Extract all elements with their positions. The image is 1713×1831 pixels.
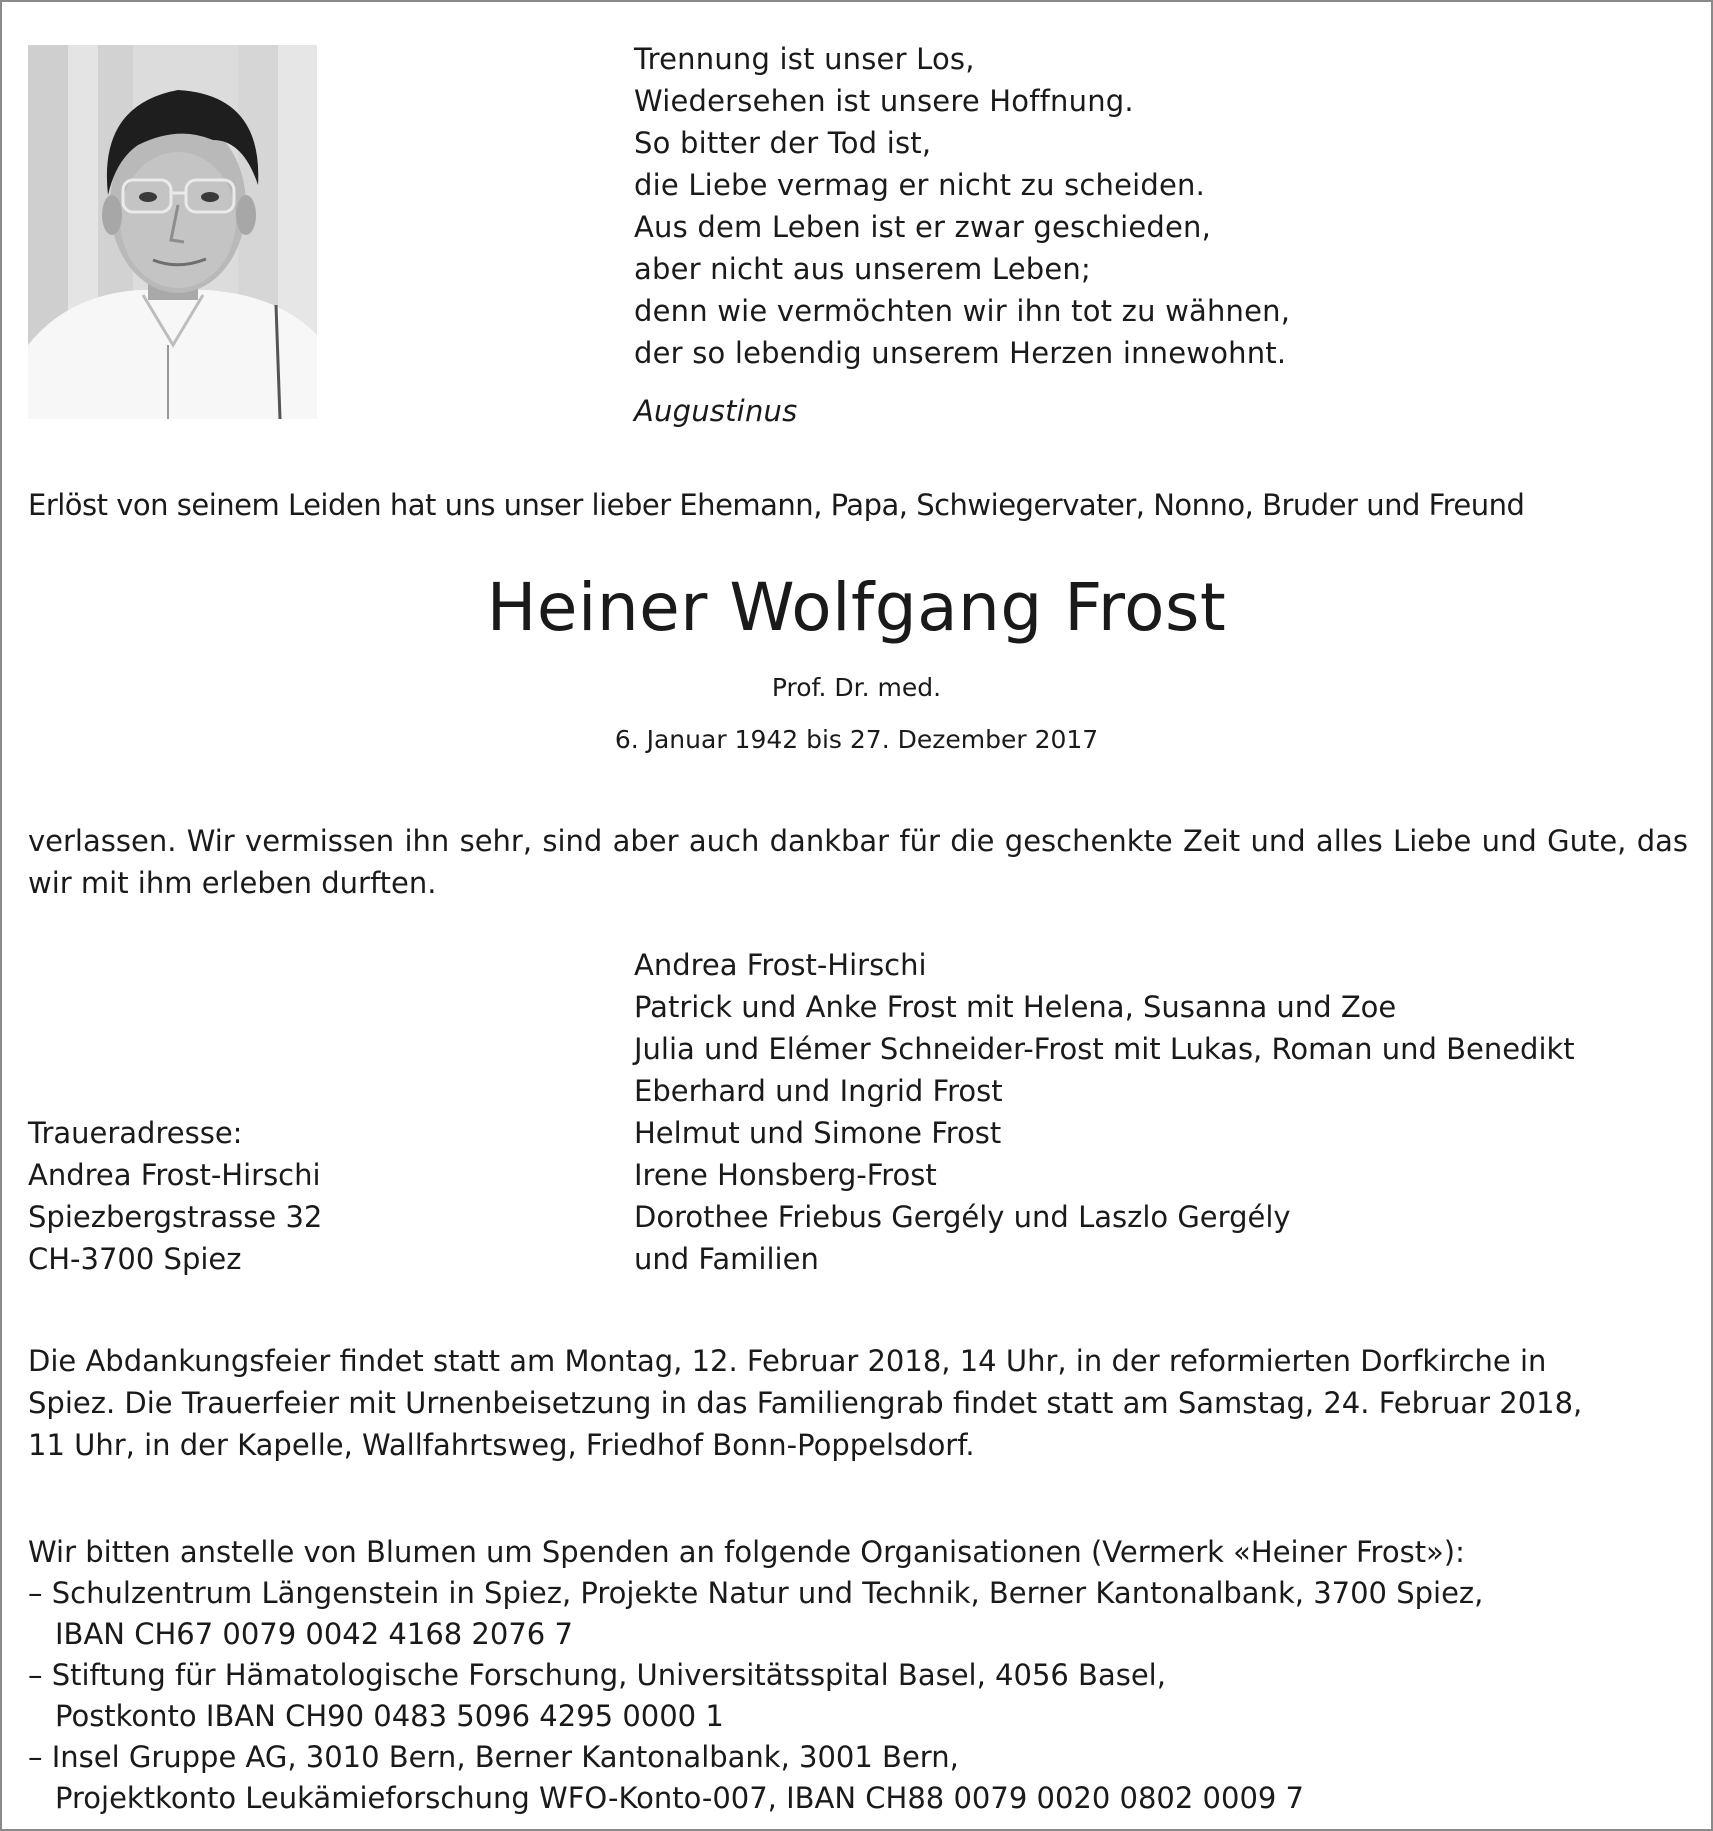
family-member: Dorothee Friebus Gergély und Laszlo Gergély [634,1200,1291,1234]
donation-account: Postkonto IBAN CH90 0483 5096 4295 0000 1 [55,1699,724,1733]
family-member: Eberhard und Ingrid Frost [634,1074,1003,1108]
family-member: Andrea Frost-Hirschi [634,948,927,982]
service-line: Spiez. Die Trauerfeier mit Urnenbeisetzung in das Familiengrab findet statt am Samstag, 24. Februar 2018, [28,1386,1583,1420]
service-info [28,1340,1688,1466]
donation-account: Projektkonto Leukämieforschung WFO-Konto-007, IBAN CH88 0079 0020 0802 0009 7 [55,1781,1305,1815]
family-member: und Familien [634,1242,819,1276]
donation-organization: – Insel Gruppe AG, 3010 Bern, Berner Kantonalbank, 3001 Bern, [28,1740,959,1774]
poem-line: die Liebe vermag er nicht zu scheiden. [634,168,1206,202]
family-member: Irene Honsberg-Frost [634,1158,937,1192]
deceased-title: Prof. Dr. med. [771,673,942,702]
intro-text: Erlöst von seinem Leiden hat uns unser lieber Ehemann, Papa, Schwiegervater, Nonno, Bruder und Freund [28,488,1525,522]
family-list [634,944,1694,1280]
address-label: Traueradresse: [28,1116,243,1150]
donation-organization: – Stiftung für Hämatologische Forschung, Universitätsspital Basel, 4056 Basel, [28,1658,1166,1692]
donation-item [28,1737,1688,1819]
donation-item [28,1573,1688,1655]
family-member: Julia und Elémer Schneider-Frost mit Lukas, Roman und Benedikt [634,1032,1575,1066]
poem-author: Augustinus [634,394,798,428]
poem-line: Trennung ist unser Los, [634,42,975,76]
family-member: Patrick und Anke Frost mit Helena, Susanna und Zoe [634,990,1397,1024]
donations-section [28,1532,1688,1819]
deceased-dates: 6. Januar 1942 bis 27. Dezember 2017 [614,725,1099,754]
poem-line: Wiedersehen ist unsere Hoffnung. [634,84,1134,118]
body-paragraph: verlassen. Wir vermissen ihn sehr, sind aber auch dankbar für die geschenkte Zeit und alles Liebe und Gute, das wir mit ihm erleben durften. [28,824,1688,900]
donation-item [28,1655,1688,1737]
address-city: CH-3700 Spiez [28,1242,242,1276]
donation-account: IBAN CH67 0079 0042 4168 2076 7 [55,1617,573,1651]
donation-organization: – Schulzentrum Längenstein in Spiez, Projekte Natur und Technik, Berner Kantonalbank, 3700 Spiez, [28,1576,1484,1610]
poem-line: Aus dem Leben ist er zwar geschieden, [634,210,1212,244]
service-line: 11 Uhr, in der Kapelle, Wallfahrtsweg, Friedhof Bonn-Poppelsdorf. [28,1428,975,1462]
poem [634,38,1674,432]
poem-line: So bitter der Tod ist, [634,126,932,160]
poem-line: der so lebendig unserem Herzen innewohnt. [634,336,1287,370]
donations-intro: Wir bitten anstelle von Blumen um Spenden an folgende Organisationen (Vermerk «Heiner Frost»): [28,1535,1465,1569]
address-name: Andrea Frost-Hirschi [28,1158,321,1192]
address-street: Spiezbergstrasse 32 [28,1200,323,1234]
deceased-name: Heiner Wolfgang Frost [486,569,1227,646]
family-member: Helmut und Simone Frost [634,1116,1002,1150]
service-line: Die Abdankungsfeier findet statt am Montag, 12. Februar 2018, 14 Uhr, in der reformierten Dorfkirche in [28,1344,1547,1378]
poem-line: aber nicht aus unserem Leben; [634,252,1091,286]
portrait-photo [28,45,317,419]
mourning-address [28,1112,588,1280]
poem-line: denn wie vermöchten wir ihn tot zu wähnen, [634,294,1291,328]
